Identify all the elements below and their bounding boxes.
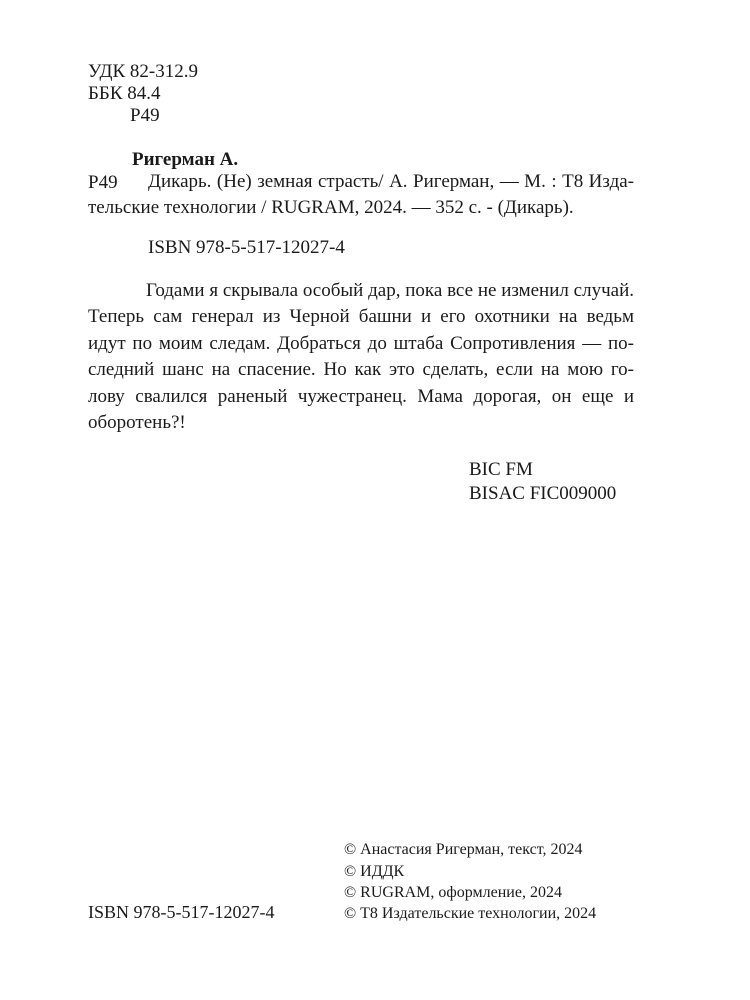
author-heading: Ригерман А. [132, 149, 239, 170]
bic-code: BIC FM [469, 459, 533, 480]
copyright-line: © Анастасия Ригерман, текст, 2024 [344, 841, 583, 858]
description-line: тельские технологии / RUGRAM, 2024. — 352 с. - (Дикарь). [88, 197, 574, 219]
annotation-line: Годами я скрывала особый дар, пока все не изменил случай. [146, 280, 634, 301]
annotation-line: идут по моим следам. Добраться до штаба Сопротивления — по- [88, 332, 634, 354]
bisac-code: BISAC FIC009000 [469, 483, 617, 504]
udk-code: УДК 82-312.9 [88, 61, 198, 82]
copyright-line: © RUGRAM, оформление, 2024 [344, 884, 562, 901]
record-description [88, 169, 634, 222]
annotation-line: оборотень?! [88, 412, 186, 434]
record-mark: Р49 [88, 172, 118, 193]
copyright-line: © ИДДК [344, 863, 405, 880]
annotation [88, 278, 634, 436]
description-line: Дикарь. (Не) земная страсть/ А. Ригерман, — М. : Т8 Изда- [148, 171, 634, 192]
author-mark: Р49 [130, 105, 160, 126]
annotation-line: лову свалился раненый чужестранец. Мама дорогая, он еще и [88, 385, 634, 407]
copyright-line: © Т8 Издательские технологии, 2024 [344, 905, 597, 922]
annotation-line: Теперь сам генерал из Черной башни и его охотники на ведьм [88, 306, 634, 328]
bbk-code: ББК 84.4 [88, 83, 161, 104]
record-isbn: ISBN 978-5-517-12027-4 [148, 237, 345, 258]
footer-isbn: ISBN 978-5-517-12027-4 [88, 902, 275, 922]
annotation-line: следний шанс на спасение. Но как это сделать, если на мою го- [88, 359, 634, 381]
